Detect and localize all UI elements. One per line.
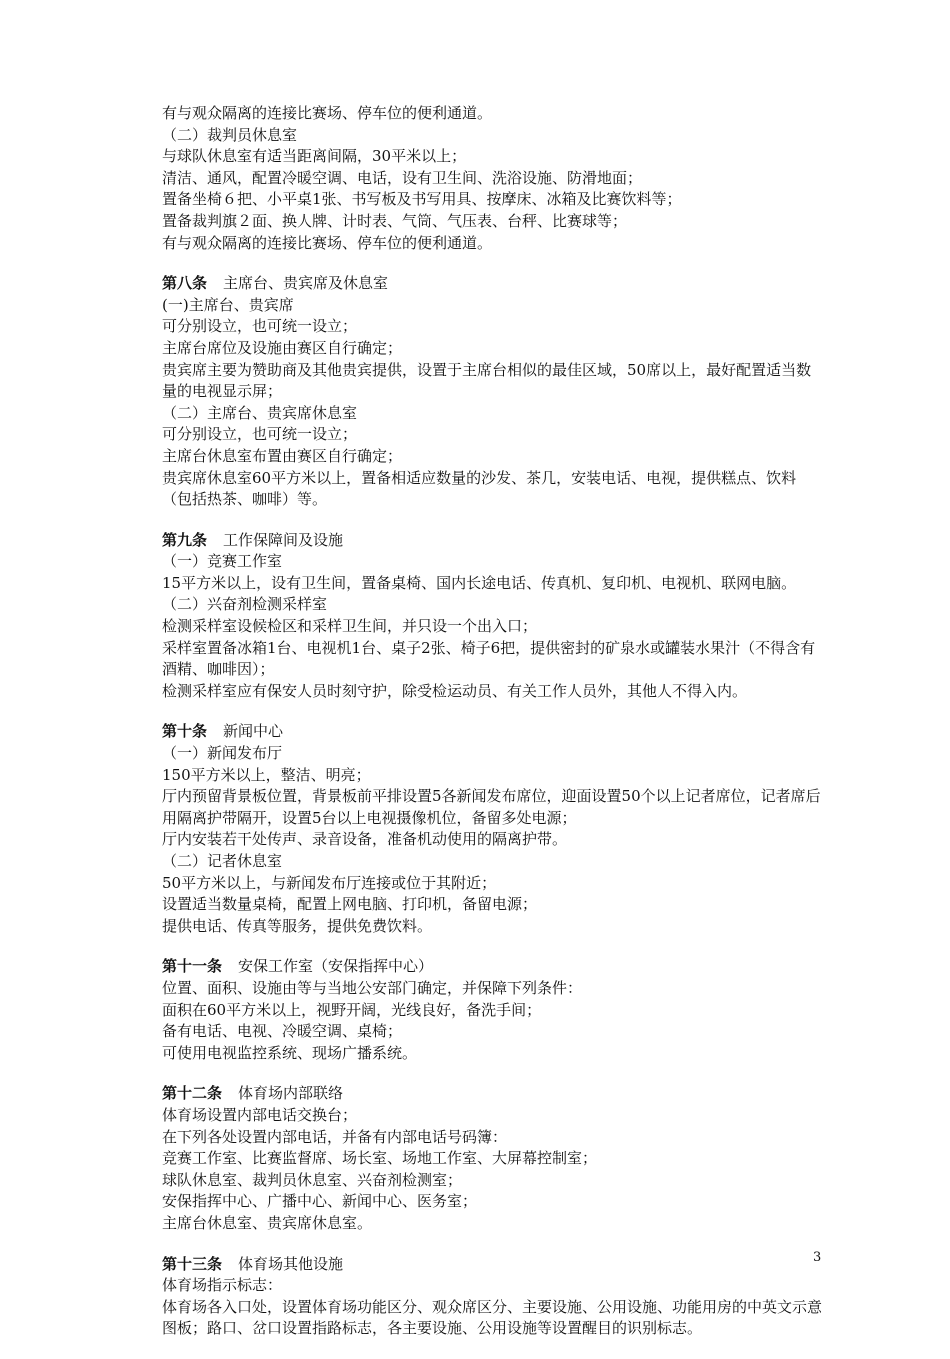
article-heading bbox=[162, 1254, 826, 1276]
subsection-heading: （二）裁判员休息室 bbox=[162, 125, 298, 144]
article-13 bbox=[162, 1254, 826, 1340]
subsection-heading: （二）主席台、贵宾席休息室 bbox=[162, 403, 358, 422]
text-line: 竞赛工作室、比赛监督席、场长室、场地工作室、大屏幕控制室； bbox=[162, 1149, 598, 1168]
text-line: 设置适当数量桌椅，配置上网电脑、打印机，备留电源； bbox=[162, 895, 538, 914]
article-heading bbox=[162, 956, 826, 978]
intro-section bbox=[162, 103, 826, 254]
text-line: 球队休息室、裁判员休息室、兴奋剂检测室； bbox=[162, 1170, 463, 1189]
subsection-heading: （一）新闻发布厅 bbox=[162, 744, 283, 763]
article-title: 体育场内部联络 bbox=[238, 1084, 344, 1103]
text-line: 主席台席位及设施由赛区自行确定； bbox=[162, 338, 403, 357]
article-title: 新闻中心 bbox=[223, 722, 284, 741]
article-number: 第九条 bbox=[162, 530, 208, 549]
text-line: 150平方米以上，整洁、明亮； bbox=[162, 765, 371, 784]
text-line: 提供电话、传真等服务，提供免费饮料。 bbox=[162, 916, 433, 935]
article-title: 安保工作室（安保指挥中心） bbox=[238, 957, 434, 976]
article-11 bbox=[162, 956, 826, 1064]
text-line: 面积在60平方米以上，视野开阔，光线良好，备洗手间； bbox=[162, 1000, 542, 1019]
text-line: 置备坐椅６把、小平桌1张、书写板及书写用具、按摩床、冰箱及比赛饮料等； bbox=[162, 190, 682, 209]
article-heading bbox=[162, 530, 826, 552]
text-line: 厅内安装若干处传声、录音设备，准备机动使用的隔离护带。 bbox=[162, 830, 568, 849]
text-line: 有与观众隔离的连接比赛场、停车位的便利通道。 bbox=[162, 233, 493, 252]
article-9 bbox=[162, 530, 826, 703]
article-number: 第十三条 bbox=[162, 1254, 223, 1273]
article-number: 第十条 bbox=[162, 722, 208, 741]
subsection-heading: (一)主席台、贵宾席 bbox=[162, 295, 294, 314]
text-line: 体育场指示标志： bbox=[162, 1276, 283, 1295]
article-title: 工作保障间及设施 bbox=[223, 530, 344, 549]
text-line: 可使用电视监控系统、现场广播系统。 bbox=[162, 1043, 418, 1062]
text-line: 主席台休息室、贵宾席休息室。 bbox=[162, 1213, 373, 1232]
subsection-heading: （二）兴奋剂检测采样室 bbox=[162, 595, 328, 614]
text-line: 检测采样室设候检区和采样卫生间，并只设一个出入口； bbox=[162, 617, 538, 636]
article-heading bbox=[162, 273, 826, 295]
text-line: 备有电话、电视、冷暖空调、桌椅； bbox=[162, 1022, 403, 1041]
article-heading bbox=[162, 721, 826, 743]
article-10 bbox=[162, 721, 826, 937]
text-line: 体育场设置内部电话交换台； bbox=[162, 1105, 358, 1124]
text-line: 与球队休息室有适当距离间隔，30平米以上； bbox=[162, 147, 467, 166]
text-line: 贵宾席主要为赞助商及其他贵宾提供，设置于主席台相似的最佳区域，50席以上，最好配置适当数量的电视显示屏； bbox=[162, 360, 812, 401]
article-title: 体育场其他设施 bbox=[238, 1254, 344, 1273]
text-line: 15平方米以上，设有卫生间，置备桌椅、国内长途电话、传真机、复印机、电视机、联网电脑。 bbox=[162, 573, 797, 592]
article-heading bbox=[162, 1083, 826, 1105]
text-line: 体育场各入口处，设置体育场功能区分、观众席区分、主要设施、公用设施、功能用房的中英文示意图板；路口、岔口设置指路标志，各主要设施、公用设施等设置醒目的识别标志。 bbox=[162, 1297, 823, 1338]
text-line: 位置、面积、设施由等与当地公安部门确定，并保障下列条件： bbox=[162, 978, 583, 997]
text-line: 安保指挥中心、广播中心、新闻中心、医务室； bbox=[162, 1192, 478, 1211]
article-8 bbox=[162, 273, 826, 511]
article-number: 第八条 bbox=[162, 274, 208, 293]
text-line: 可分别设立，也可统一设立； bbox=[162, 425, 358, 444]
article-number: 第十二条 bbox=[162, 1084, 223, 1103]
text-line: 有与观众隔离的连接比赛场、停车位的便利通道。 bbox=[162, 104, 493, 122]
text-line: 采样室置备冰箱1台、电视机1台、桌子2张、椅子6把，提供密封的矿泉水或罐装水果汁（不得含有酒精、咖啡因）； bbox=[162, 638, 816, 679]
article-12 bbox=[162, 1083, 826, 1234]
text-line: 在下列各处设置内部电话，并备有内部电话号码簿： bbox=[162, 1127, 508, 1146]
article-number: 第十一条 bbox=[162, 957, 223, 976]
document-body bbox=[162, 103, 826, 1359]
text-line: 贵宾席休息室60平方米以上，置备相适应数量的沙发、茶几，安装电话、电视，提供糕点、饮料（包括热茶、咖啡）等。 bbox=[162, 468, 797, 509]
text-line: 50平方米以上，与新闻发布厅连接或位于其附近； bbox=[162, 873, 497, 892]
text-line: 主席台休息室布置由赛区自行确定； bbox=[162, 446, 403, 465]
article-title: 主席台、贵宾席及休息室 bbox=[223, 274, 389, 293]
text-line: 可分别设立，也可统一设立； bbox=[162, 317, 358, 336]
page-number: 3 bbox=[813, 1250, 822, 1265]
text-line: 置备裁判旗２面、换人牌、计时表、气筒、气压表、台秤、比赛球等； bbox=[162, 211, 628, 230]
subsection-heading: （一）竞赛工作室 bbox=[162, 552, 283, 571]
text-line: 清洁、通风，配置冷暖空调、电话，设有卫生间、洗浴设施、防滑地面； bbox=[162, 168, 643, 187]
text-line: 检测采样室应有保安人员时刻守护，除受检运动员、有关工作人员外，其他人不得入内。 bbox=[162, 681, 748, 700]
text-line: 厅内预留背景板位置，背景板前平排设置5各新闻发布席位，迎面设置50个以上记者席位，记者席后用隔离护带隔开，设置5台以上电视摄像机位，备留多处电源； bbox=[162, 787, 821, 827]
subsection-heading: （二）记者休息室 bbox=[162, 852, 283, 870]
